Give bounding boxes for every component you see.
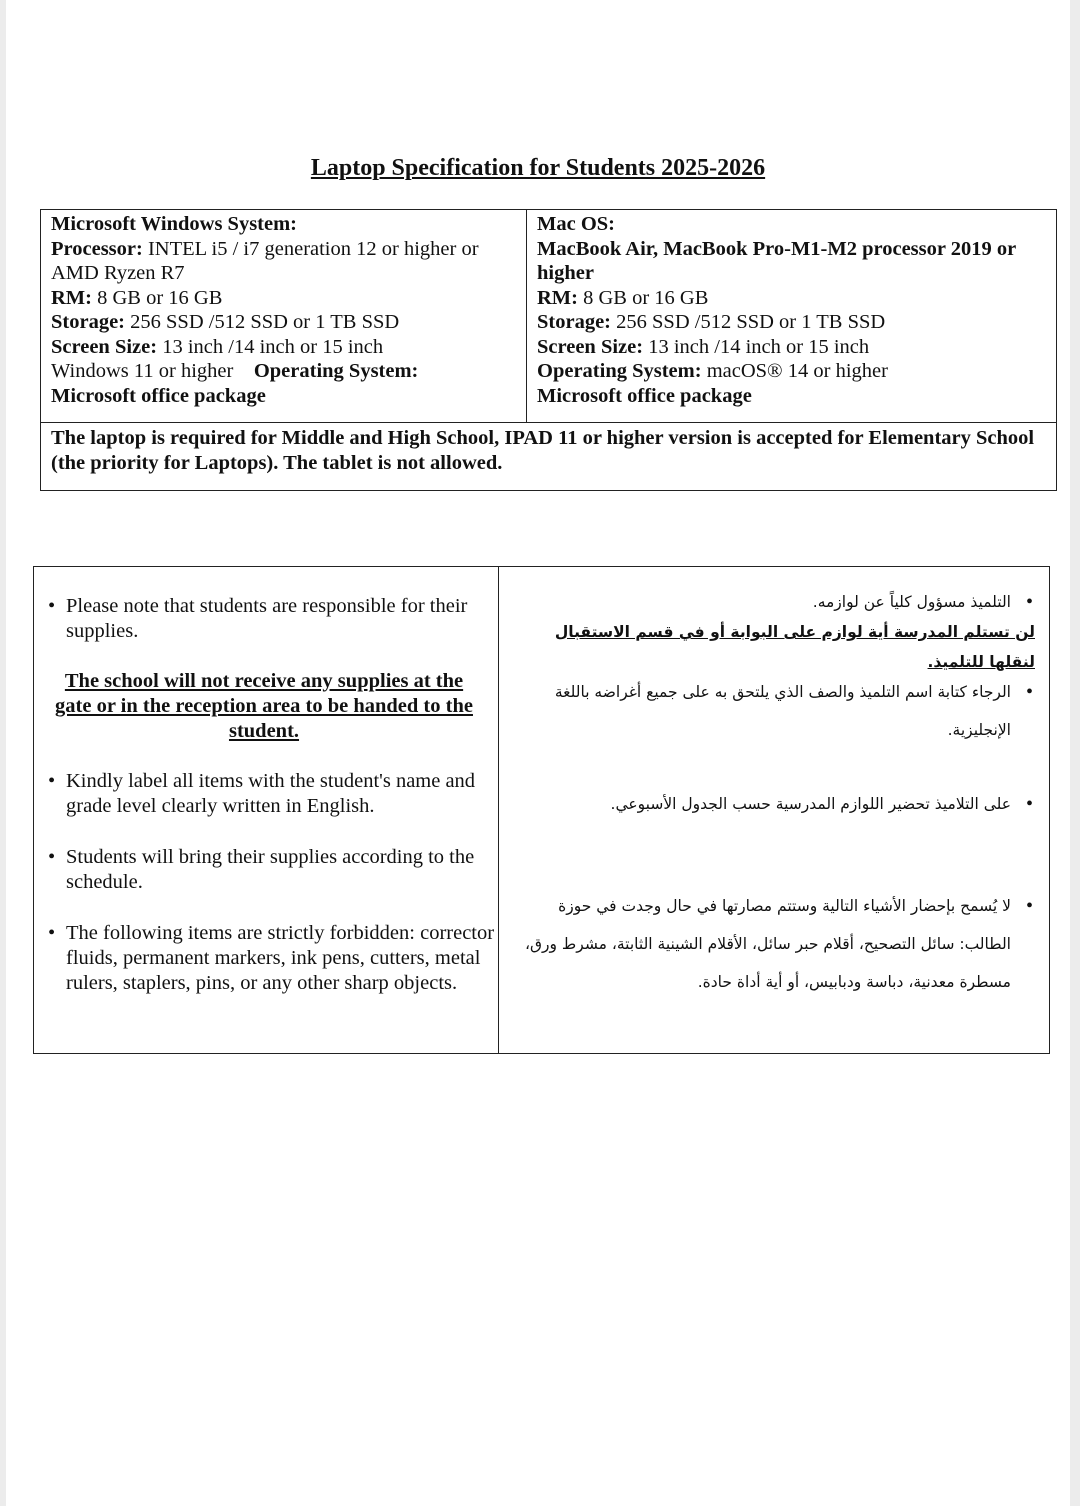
mac-office: Microsoft office package <box>537 384 752 407</box>
windows-spec-column <box>41 210 527 422</box>
en-item-label: • Kindly label all items with the student's name and grade level clearly written in English. <box>48 769 496 819</box>
ar-item-forbidden: لا يُسمح بإحضار الأشياء التالية وستتم مصارتها في حال وجدت في حوزة الطالب: سائل التصحيح، أقلام حبر سائل، الأقلام الشينية الثابتة، مشرط ورق، مسطرة معدنية، دباسة ودبابيس، أو أية أداة حادة. • <box>521 887 1011 1001</box>
ar-item-schedule: على التلاميذ تحضير اللوازم المدرسية حسب الجدول الأسبوعي. • <box>521 785 1011 823</box>
laptop-spec-table <box>40 209 1057 491</box>
ar-item-label: الرجاء كتابة اسم التلميذ والصف الذي يلتحق به على جميع أغراضه باللغة الإنجليزية. • <box>521 673 1011 749</box>
en-item-responsible: • Please note that students are responsible for their supplies. <box>48 594 496 644</box>
windows-screen: Screen Size: 13 inch /14 inch or 15 inch <box>51 335 384 358</box>
supplies-arabic-column <box>499 567 1049 1053</box>
windows-heading: Microsoft Windows System: <box>51 213 297 235</box>
en-item-schedule: • Students will bring their supplies according to the schedule. <box>48 845 496 895</box>
supplies-english-column <box>34 567 499 1053</box>
windows-processor: Processor: INTEL i5 / i7 generation 12 or higher or AMD Ryzen R7 <box>51 237 479 284</box>
mac-screen: Screen Size: 13 inch /14 inch or 15 inch <box>537 335 870 358</box>
windows-storage: Storage: 256 SSD /512 SSD or 1 TB SSD <box>51 311 400 333</box>
mac-heading: Mac OS: <box>537 213 615 235</box>
mac-ram: RM: 8 GB or 16 GB <box>537 286 709 309</box>
ar-warning: لن تستلم المدرسة أية لوازم على البوابة أو في قسم الاستقبال لنقلها للتلميذ. <box>554 623 1035 671</box>
windows-office: Microsoft office package <box>51 384 266 407</box>
mac-os: Operating System: macOS® 14 or higher <box>537 360 888 382</box>
mac-model: MacBook Air, MacBook Pro-M1-M2 processor 2019 or higher <box>537 237 1016 284</box>
windows-ram: RM: 8 GB or 16 GB <box>51 286 223 309</box>
en-warning: The school will not receive any supplies at the gate or in the reception area to be handed to the student. <box>55 670 473 742</box>
windows-os: Windows 11 or higher Operating System: <box>51 360 419 382</box>
laptop-requirement-note: The laptop is required for Middle and High School, IPAD 11 or higher version is accepted for Elementary School (the priority for Laptops). The tablet is not allowed. <box>41 422 1056 490</box>
page-title: Laptop Specification for Students 2025-2026 <box>310 155 766 181</box>
mac-spec-column <box>527 210 1056 422</box>
en-item-forbidden: • The following items are strictly forbidden: corrector fluids, permanent markers, ink pens, cutters, metal rulers, staplers, pins, or any other sharp objects. <box>48 921 496 996</box>
document-page <box>6 0 1070 1506</box>
supplies-table <box>33 566 1050 1054</box>
ar-item-responsible: التلميذ مسؤول كلياً عن لوازمه. • لن تستلم المدرسة أية لوازم على البوابة أو في قسم الاستقبال لنقلها للتلميذ. <box>521 587 1011 677</box>
mac-storage: Storage: 256 SSD /512 SSD or 1 TB SSD <box>537 311 886 333</box>
